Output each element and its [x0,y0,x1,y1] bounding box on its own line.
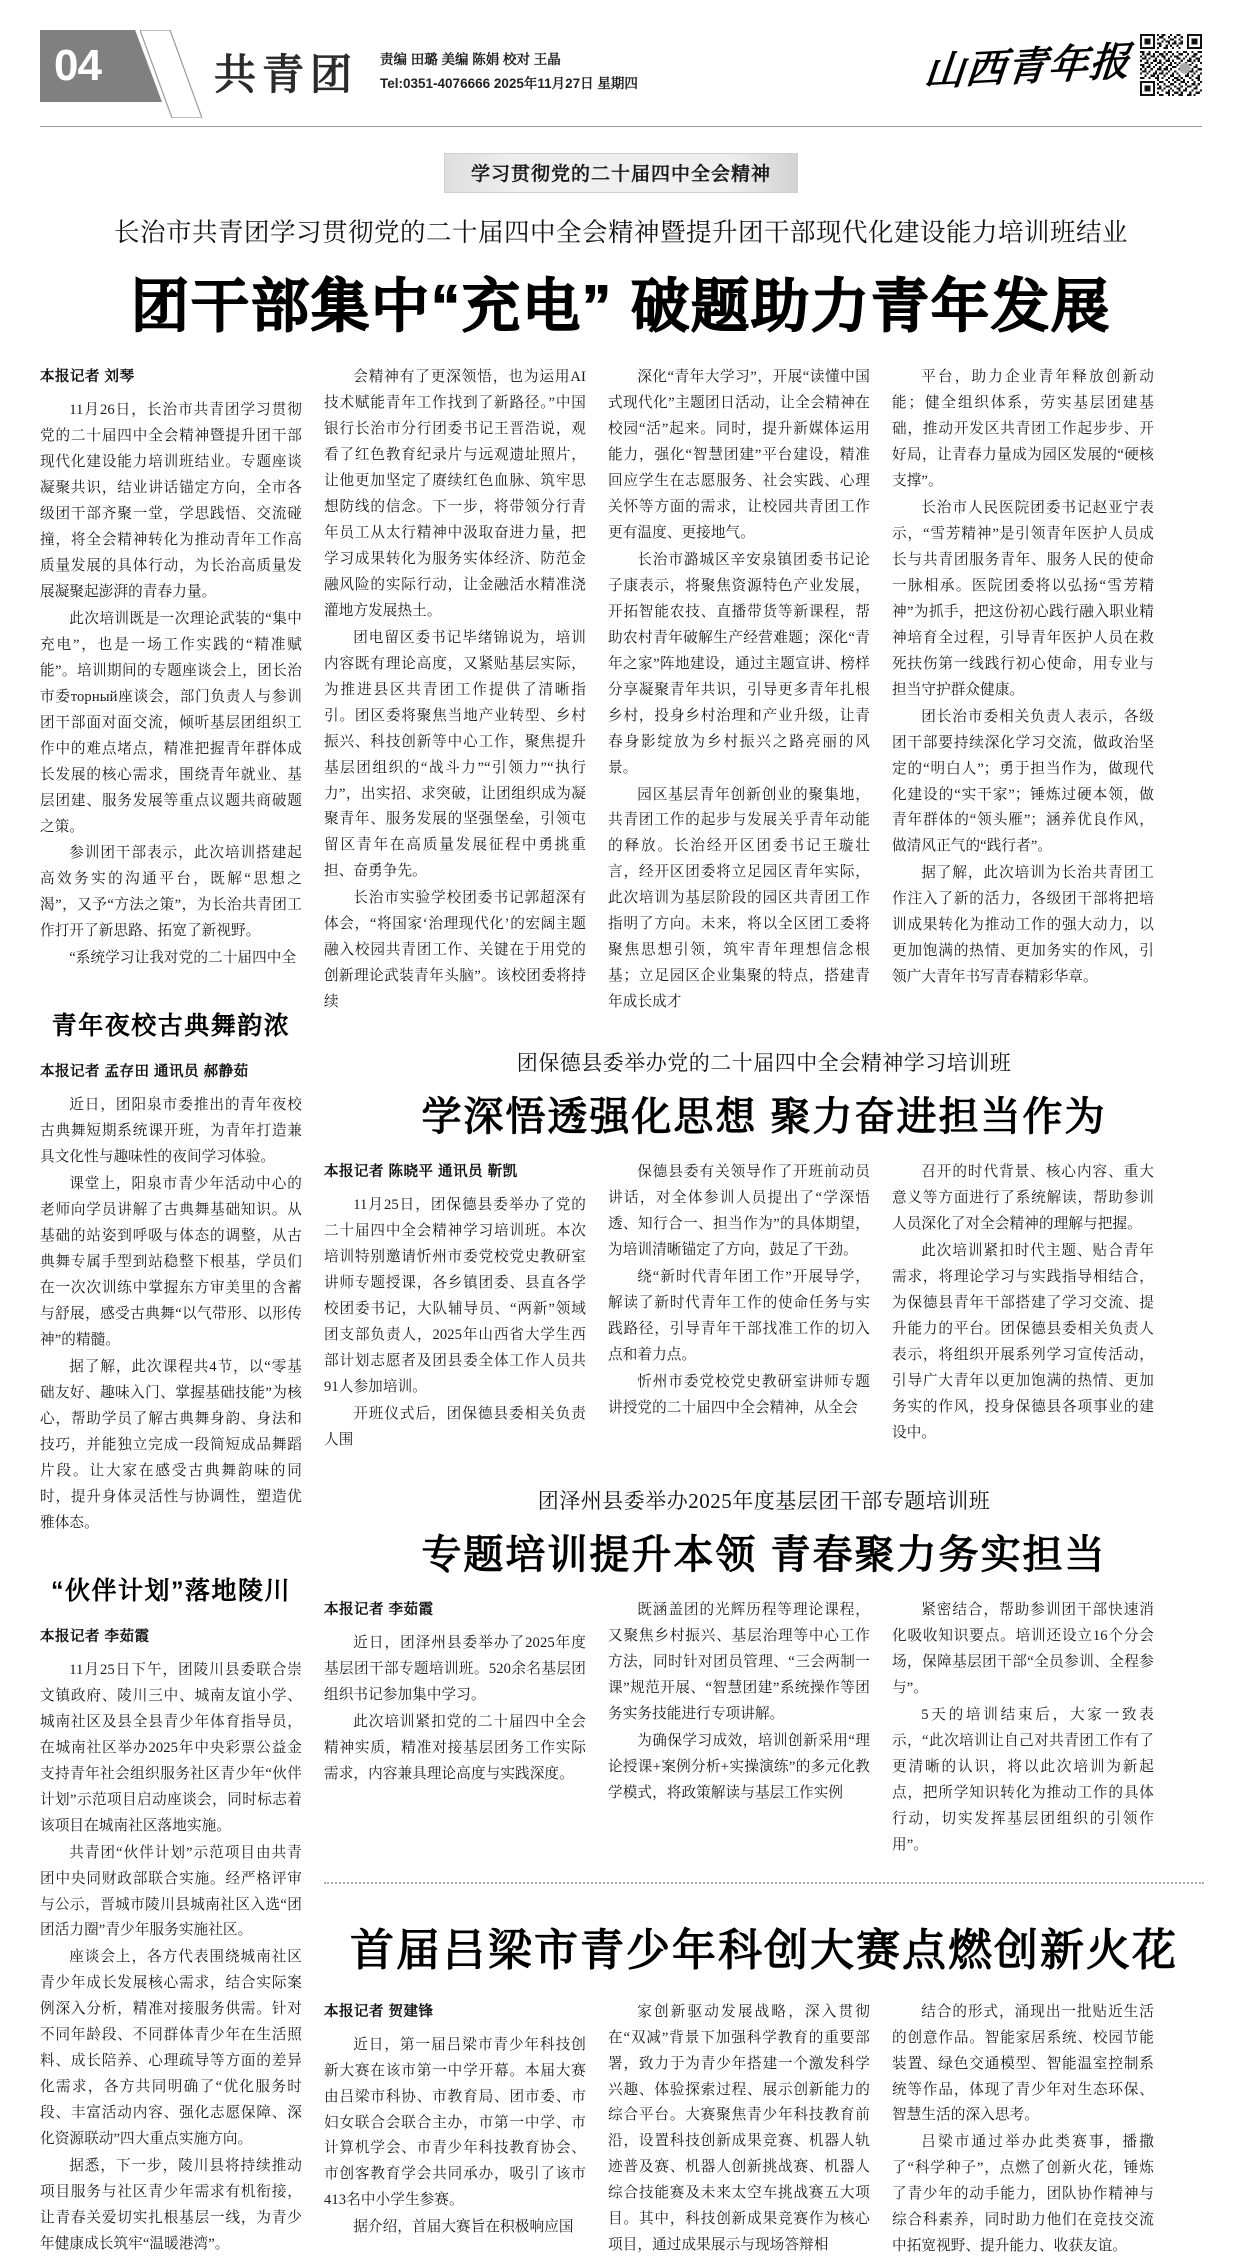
newspaper-page [0,30,1242,2255]
feature-byline: 本报记者 贺建锋 [324,2003,434,2020]
section-headline: 专题培训提升本领 青春聚力务实担当 [421,1532,1107,1577]
masthead-credits [380,48,638,95]
qr-code[interactable] [1140,34,1202,96]
right-region [324,365,1204,2261]
paragraph: 近日，第一届吕梁市青少年科技创新大赛在该市第一中学开幕。本届大赛由吕梁市科协、市教育局、团市委、市妇女联合会联合主办，市第一中学、市计算机学会、市青少年科技教育协会、市创客教育学会共同承办，吸引了该市413名中小学生参赛。 [324,2036,586,2209]
section-byline: 本报记者 李茹霞 [324,1601,434,1618]
masthead-slash-icon [140,30,202,118]
paragraph: 11月26日，长治市共青团学习贯彻党的二十届四中全会精神暨提升团干部现代化建设能力培训班结业。专题座谈凝聚共识，结业讲话锚定方向，全市各级团干部齐聚一堂，学思践悟、交流碰撞，将全会精神转化为推动青年工作高质量发展的具体行动，为长治高质量发展凝聚起澎湃的青春力量。 [40,402,302,600]
section-zezhou [324,1485,1204,1860]
section-dotted-separator [324,1882,1204,1884]
paragraph: “系统学习让我对党的二十届四中全 [69,950,297,967]
paragraph: 据了解，此次培训为长治共青团工作注入了新的活力，各级团干部将把培训成果转化为推动工作的强大动力，以更加饱满的热情、更加务实的作风，引领广大青年书写青春精彩华章。 [892,865,1154,986]
masthead-brand-area [922,30,1202,96]
paragraph: 团电留区委书记毕绪锦说为，培训内容既有理论高度，又紧贴基层实际，为推进县区共青团工作提供了清晰指引。团区委将聚焦当地产业转型、乡村振兴、科技创新等中心工作，聚焦提升基层团组织的“战斗力”“引领力”“执行力”，出实招、求突破，让团组织成为凝聚青年、服务发展的坚强堡垒，引领屯留区青年在高质量发展征程中勇挑重担、奋勇争先。 [324,629,586,880]
paragraph: 据介绍，首届大赛旨在积极响应国 [353,2219,574,2236]
paragraph: 据了解，此次课程共4节，以“零基础友好、趣味入门、掌握基础技能”为核心，帮助学员了解古典舞身韵、身法和技巧，并能独立完成一段简短成品舞蹈片段。让大家在感受古典舞韵味的同时，提升身体灵活性与协调性，塑造优雅体态。 [40,1359,302,1531]
paragraph: 此次培训紧扣时代主题、贴合青年需求，将理论学习与实践指导相结合，为保德县青年干部搭建了学习交流、提升能力的平台。团保德县委相关负责人表示，将组织开展系列学习宣传活动，引导广大青年以更加饱满的热情、更加务实的作风，投身保德县各项事业的建设中。 [892,1243,1154,1441]
sub-article-headline: “伙伴计划”落地陵川 [50,1576,291,1605]
lead-kicker: 长治市共青团学习贯彻党的二十届四中全会精神暨提升团干部现代化建设能力培训班结业 [113,218,1128,247]
column-1 [40,365,302,2261]
lead-article-columns [40,365,1202,2261]
paragraph: 保德县委有关领导作了开班前动员讲话，对全体参训人员提出了“学深悟透、知行合一、担当作为”的具体期望，为培训清晰锚定了方向，鼓足了干劲。 [608,1164,870,1259]
sub-article-byline: 本报记者 孟存田 通讯员 郝静茹 [40,1064,249,1081]
column-1 [324,1598,586,1860]
section-kicker: 团泽州县委举办2025年度基层团干部专题培训班 [537,1488,991,1513]
paragraph: 深化“青年大学习”，开展“读懂中国式现代化”主题团日活动，让全会精神在校园“活”起来。同时，提升新媒体运用能力，强化“智慧团建”平台建设，精准回应学生在志愿服务、社会实践、心理关怀等方面的需求，让校园共青团工作更有温度、更接地气。 [608,369,870,541]
paragraph: 5天的培训结束后，大家一致表示，“此次培训让自己对共青团工作有了更清晰的认识，将以此次培训为新起点，把所学知识转化为推动工作的具体行动，切实发挥基层团组织的引领作用”。 [892,1706,1154,1853]
column-4 [892,365,1154,1017]
paragraph: 长治市人民医院团委书记赵亚宁表示，“雪芳精神”是引领青年医护人员成长与共青团服务青年、服务人民的使命一脉相承。医院团委将以弘扬“雪芳精神”为抓手，把这份初心践行融入职业精神培育全过程，引导青年医护人员在救死扶伤第一线践行初心使命，用专业与担当守护群众健康。 [892,499,1154,698]
column-2 [608,1160,870,1455]
paragraph: 召开的时代背景、核心内容、重大意义等方面进行了系统解读，帮助参训人员深化了对全会精神的理解与把握。 [892,1164,1154,1233]
section-columns [324,1160,1204,1455]
paragraph: 此次培训紧扣党的二十届四中全会精神实质，精准对接基层团务工作实际需求，内容兼具理论高度与实践深度。 [324,1713,586,1782]
column-2 [608,1598,870,1860]
paragraph: 绕“新时代青年团工作”开展导学，解读了新时代青年工作的使命任务与实践路径，引导青年干部找准工作的切入点和着力点。 [608,1269,870,1363]
paragraph: 参训团干部表示，此次培训搭建起高效务实的沟通平台，既解“思想之渴”，又予“方法之策”，为长治共青团工作打开了新思路、拓宽了新视野。 [40,845,302,940]
paragraph: 此次培训既是一次理论武装的“集中充电”，也是一场工作实践的“精准赋能”。培训期间的专题座谈会上，团长治市委торный座谈会，部门负责人与参训团干部面对面交流，倾听基层团组织工作中的难点堵点，精准把握青年群体成长发展的核心需求，围绕青年就业、基层团建、服务发展等重点议题共商破题之策。 [40,610,302,835]
column-2 [608,2000,870,2261]
campaign-banner-label: 学习贯彻党的二十届四中全会精神 [444,153,798,193]
section-kicker: 团保德县委举办党的二十届四中全会精神学习培训班 [516,1051,1012,1076]
feature-article [324,1914,1204,2261]
section-name: 共青团 [214,53,359,99]
lead-headline: 团干部集中“充电” 破题助力青年发展 [130,274,1112,339]
feature-columns [324,2000,1204,2261]
paragraph: 开班仪式后，团保德县委相关负责人围 [324,1405,586,1448]
column-1 [324,1160,586,1455]
paragraph: 会精神有了更深领悟，也为运用AI技术赋能青年工作找到了新路径。”中国银行长治市分行团委书记王晋浩说，观看了红色教育纪录片与远观遗址照片，让他更加坚定了赓续红色血脉、筑牢思想防线的信念。下一步，将带领分行青年员工从太行精神中汲取奋进力量，把学习成果转化为服务实体经济、防范金融风险的实际行动，让金融活水精准浇灌地方发展热土。 [324,369,586,619]
column-3 [892,1160,1154,1455]
section-columns [324,1598,1204,1860]
section-headline: 学深悟透强化思想 聚力奋进担当作为 [421,1095,1107,1140]
page-number: 04 [54,41,101,90]
column-3 [892,1598,1154,1860]
paragraph: 共青团“伙伴计划”示范项目由共青团中央同财政部联合实施。经严格评审与公示，晋城市陵川县城南社区入选“团团活力圈”青少年服务实施社区。 [40,1844,302,1939]
sub-article-byline: 本报记者 李茹霞 [40,1628,150,1645]
column-1 [324,2000,586,2261]
paragraph: 忻州市委党校党史教研室讲师专题讲授党的二十届四中全会精神，从全会 [608,1373,870,1416]
paragraph: 紧密结合，帮助参训团干部快速消化吸收知识要点。培训还设立16个分会场，保障基层团干部“全员参训、全程参与”。 [892,1601,1154,1696]
paragraph: 家创新驱动发展战略，深入贯彻在“双减”背景下加强科学教育的重要部署，致力于为青少年搭建一个激发科学兴趣、体验探索过程、展示创新能力的综合平台。大赛聚焦青少年科技教育前沿，设置科技创新成果竞赛、机器人轨迹普及赛、机器人创新挑战赛、机器人综合技能赛及未来太空车挑战赛五大项目。其中，科技创新成果竞赛作为核心项目，通过成果展示与现场答辩相 [608,2003,870,2254]
sub-article-headline: 青年夜校古典舞韵浓 [51,1012,291,1041]
section-byline: 本报记者 陈晓平 通讯员 靳凯 [324,1164,518,1181]
paragraph: 课堂上，阳泉市青少年活动中心的老师向学员讲解了古典舞基础知识。从基础的站姿到呼吸与体态的调整，从古典舞专属手型到站稳整下根基，学员们在一次次训练中掌握东方审美里的含蓄与舒展，感受古典舞“以气带形、以形传神”的精髓。 [40,1176,302,1349]
section-baode [324,1047,1204,1455]
paragraph: 平台，助力企业青年释放创新动能；健全组织体系，劳实基层团建基础，推动开发区共青团工作起步步、开好局，让青春力量成为园区发展的“硬核支撑”。 [892,369,1154,489]
paragraph: 据悉，下一步，陵川县将持续推动项目服务与社区青少年需求有机衔接，让青春关爱切实扎根基层一线，为青少年健康成长筑牢“温暖港湾”。 [40,2158,302,2253]
paragraph: 团长治市委相关负责人表示，各级团干部要持续深化学习交流，做政治坚定的“明白人”；勇于担当作为，做现代化建设的“实干家”；锤炼过硬本领，做青年群体的“领头雁”；涵养优良作风，做清风正气的“践行者”。 [892,708,1154,855]
paper-logo: 山西青年报 [922,38,1133,95]
editor-credits-line: 责编 田璐 美编 陈娟 校对 王晶 [380,52,561,67]
column-2 [324,365,586,1017]
column-3 [608,365,870,1017]
paragraph: 为确保学习成效，培训创新采用“理论授课+案例分析+实操演练”的多元化教学模式，将政策解读与基层工作实例 [608,1732,870,1801]
paragraph: 结合的形式，涌现出一批贴近生活的创意作品。智能家居系统、校园节能装置、绿色交通模型、智能温室控制系统等作品，体现了青少年对生态环保、智慧生活的深入思考。 [892,2003,1154,2124]
paragraph: 11月25日，团保德县委举办了党的二十届四中全会精神学习培训班。本次培训特别邀请忻州市委党校党史教研室讲师专题授课，各乡镇团委、县直各学校团委书记，大队辅导员、“两新”领域团支部负责人，2025年山西省大学生西部计划志愿者及团县委全体工作人员共91人参加培训。 [324,1197,586,1395]
contact-date-line: Tel:0351-4076666 2025年11月27日 星期四 [380,75,638,91]
masthead-divider [40,126,1202,127]
paragraph: 长治市实验学校团委书记郭超深有体会，“将国家‘治理现代化’的宏阔主题融入校园共青团工作、关键在于用党的创新理论武装青年头脑”。该校团委将持续 [324,890,586,1011]
paragraph: 座谈会上，各方代表围绕城南社区青少年成长发展核心需求，结合实际案例深入分析，精准对接服务供需。针对不同年龄段、不同群体青少年在生活照料、成长陪养、心理疏导等方面的差异化需求，各方共同明确了“优化服务时段、丰富活动内容、强化志愿保障、深化资源联动”四大重点实施方向。 [40,1949,302,2148]
feature-headline: 首届吕梁市青少年科创大赛点燃创新火花 [350,1925,1178,1975]
paragraph: 既涵盖团的光辉历程等理论课程，又聚焦乡村振兴、基层治理等中心工作方法，同时针对团员管理、“三会两制一课”规范开展、“智慧团建”系统操作等团务实务技能进行专项讲解。 [608,1601,870,1722]
paragraph: 近日，团泽州县委举办了2025年度基层团干部专题培训班。520余名基层团组织书记参加集中学习。 [324,1634,586,1703]
masthead [40,30,1202,122]
paragraph: 11月25日下午，团陵川县委联合崇文镇政府、陵川三中、城南友谊小学、城南社区及县全县青少年体育指导员，在城南社区举办2025年中央彩票公益金支持青年社会组织服务社区青少年“伙伴计划”示范项目启动座谈会，同时标志着该项目在城南社区落地实施。 [40,1661,302,1834]
banner-wrap [0,153,1242,193]
paragraph: 长治市潞城区辛安泉镇团委书记论子康表示，将聚焦资源特色产业发展，开拓智能农技、直播带货等新课程，帮助农村青年破解生产经营难题；深化“青年之家”阵地建设，通过主题宣讲、榜样分享凝聚青年共识，引导更多青年扎根乡村，投身乡村治理和产业升级，让青春身影绽放为乡村振兴之路亮丽的风景。 [608,551,870,776]
paragraph: 园区基层青年创新创业的聚集地，共青团工作的起步与发展关乎青年动能的释放。长治经开区团委书记王璇壮言，经开区团委将立足园区青年实际，此次培训为基层阶段的园区共青团工作指明了方向。未来，将以全区团工委将聚焦思想引领，筑牢青年理想信念根基；立足园区企业集聚的特点，搭建青年成长成才 [608,786,870,1011]
paragraph: 吕梁市通过举办此类赛事，播撒了“科学种子”，点燃了创新火花，锤炼了青少年的动手能力，团队协作精神与综合科素养，同时助力他们在竞技交流中拓宽视野、提升能力、收获友谊。 [892,2134,1154,2255]
paragraph: 近日，团阳泉市委推出的青年夜校古典舞短期系统课开班，为青年打造兼具文化性与趣味性的夜间学习体验。 [40,1097,302,1166]
column-3 [892,2000,1154,2261]
lead-byline: 本报记者 刘琴 [40,369,135,385]
lead-remaining-columns [324,365,1204,1017]
